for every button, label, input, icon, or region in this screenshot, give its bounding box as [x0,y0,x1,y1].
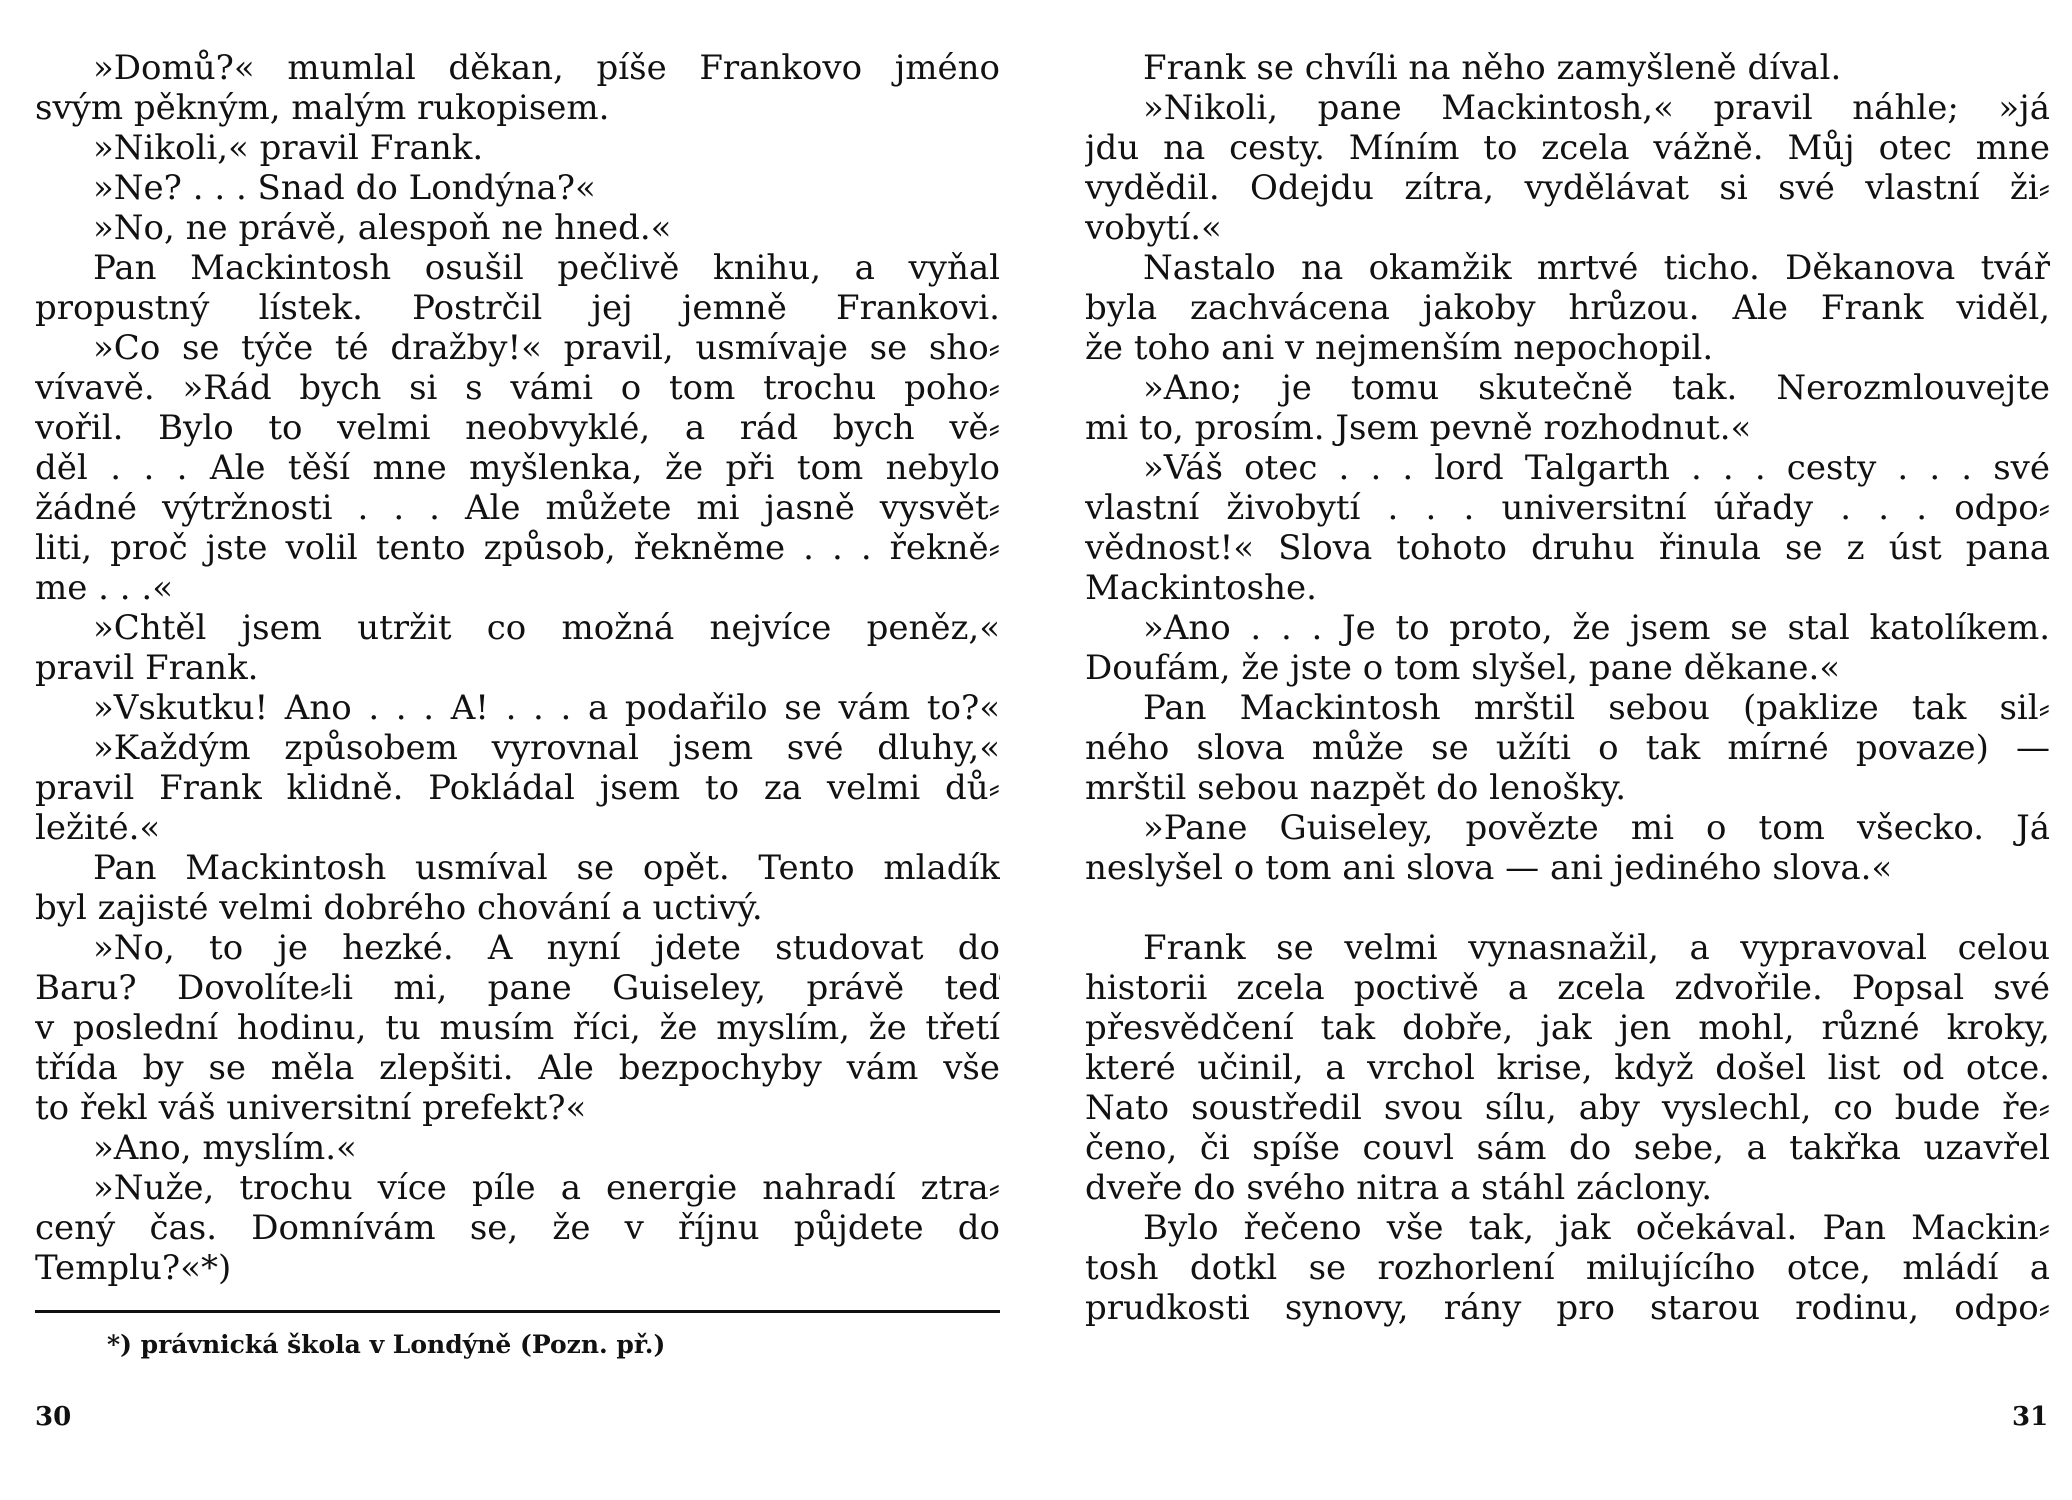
text-line: Pan Mackintosh osušil pečlivě knihu, a vyňal [93,248,1000,288]
text-line: děl . . . Ale těší mne myšlenka, že při tom nebylo [35,448,1000,488]
right-page-text [1085,48,2050,1328]
footnote-rule [35,1310,1000,1313]
text-line: »Každým způsobem vyrovnal jsem své dluhy,« [93,728,1000,768]
page-number-left: 30 [35,1402,72,1432]
text-line: propustný lístek. Postrčil jej jemně Frankovi. [35,288,1000,328]
text-line: »Ano; je tomu skutečně tak. Nerozmlouvejte [1143,368,2050,408]
text-line: jdu na cesty. Míním to zcela vážně. Můj otec mne [1085,128,2050,168]
text-line: Pan Mackintosh mrštil sebou (paklize tak sil⸗ [1143,688,2050,728]
text-line: byl zajisté velmi dobrého chování a uctivý. [35,888,763,928]
text-line: me . . .« [35,568,174,608]
text-line: čeno, či spíše couvl sám do sebe, a takřka uzavřel [1085,1128,2050,1168]
text-line: »No, ne právě, alespoň ne hned.« [93,208,672,248]
page-number-right: 31 [2012,1402,2049,1432]
text-line: mi to, prosím. Jsem pevně rozhodnut.« [1085,408,1752,448]
text-line: vydědil. Odejdu zítra, vydělávat si své vlastní ži⸗ [1085,168,2050,208]
text-line: vědnost!« Slova tohoto druhu řinula se z úst pana [1085,528,2050,568]
text-line: byla zachvácena jakoby hrůzou. Ale Frank viděl, [1085,288,2050,328]
text-line: vlastní živobytí . . . universitní úřady . . . odpo⸗ [1085,488,2050,528]
text-line: »Pane Guiseley, povězte mi o tom všecko. Já [1143,808,2050,848]
text-line: historii zcela poctivě a zcela zdvořile. Popsal své [1085,968,2050,1008]
text-line: Frank se chvíli na něho zamyšleně díval. [1143,48,1842,88]
text-line: ného slova může se užíti o tak mírné povaze) — [1085,728,2050,768]
text-line: ležité.« [35,808,161,848]
text-line: Pan Mackintosh usmíval se opět. Tento mladík [93,848,1000,888]
text-line: »Co se týče té dražby!« pravil, usmívaje se sho⸗ [93,328,1000,368]
text-line: žádné výtržnosti . . . Ale můžete mi jasně vysvět⸗ [35,488,1000,528]
text-line: třída by se měla zlepšiti. Ale bezpochyby vám vše [35,1048,1000,1088]
text-line: to řekl váš universitní prefekt?« [35,1088,587,1128]
text-line: Doufám, že jste o tom slyšel, pane děkane.« [1085,648,1841,688]
text-line: »Ano, myslím.« [93,1128,357,1168]
right-page [1085,48,2050,1328]
text-line: mrštil sebou nazpět do lenošky. [1085,768,1627,808]
text-line: Frank se velmi vynasnažil, a vypravoval celou [1143,928,2050,968]
text-line: »Ano . . . Je to proto, že jsem se stal katolíkem. [1143,608,2050,648]
text-line: které učinil, a vrchol krise, když došel list od otce. [1085,1048,2050,1088]
text-line: »Nikoli, pane Mackintosh,« pravil náhle; »já [1143,88,2050,128]
text-line: liti, proč jste volil tento způsob, řekněme . . . řekně⸗ [35,528,1000,568]
text-line: svým pěkným, malým rukopisem. [35,88,610,128]
text-line: vořil. Bylo to velmi neobvyklé, a rád bych vě⸗ [35,408,1000,448]
text-line: vívavě. »Rád bych si s vámi o tom trochu poho⸗ [35,368,1000,408]
text-line: Nato soustředil svou sílu, aby vyslechl, co bude ře⸗ [1085,1088,2050,1128]
text-line: prudkosti synovy, rány pro starou rodinu, odpo⸗ [1085,1288,2050,1328]
text-line: cený čas. Domnívám se, že v říjnu půjdete do [35,1208,1000,1248]
text-line: že toho ani v nejmenším nepochopil. [1085,328,1714,368]
text-line: vobytí.« [1085,208,1222,248]
text-line: pravil Frank klidně. Pokládal jsem to za velmi dů⸗ [35,768,1000,808]
text-line: pravil Frank. [35,648,259,688]
text-line: »Nuže, trochu více píle a energie nahradí ztra⸗ [93,1168,1000,1208]
text-line: »Vskutku! Ano . . . A! . . . a podařilo se vám to?« [93,688,1000,728]
text-line: Templu?«*) [35,1248,232,1288]
text-line: tosh dotkl se rozhorlení milujícího otce, mládí a [1085,1248,2050,1288]
text-line: v poslední hodinu, tu musím říci, že myslím, že třetí [35,1008,1000,1048]
left-page-text [35,48,1000,1288]
text-line: neslyšel o tom ani slova — ani jediného slova.« [1085,848,1893,888]
text-line: »Nikoli,« pravil Frank. [93,128,484,168]
text-line: Nastalo na okamžik mrtvé ticho. Děkanova tvář [1143,248,2050,288]
text-line: Bylo řečeno vše tak, jak očekával. Pan Mackin⸗ [1143,1208,2050,1248]
text-line: »Ne? . . . Snad do Londýna?« [93,168,596,208]
text-line: přesvědčení tak dobře, jak jen mohl, různé kroky, [1085,1008,2050,1048]
text-line [1085,888,2050,928]
text-line: »Váš otec . . . lord Talgarth . . . cesty . . . své [1143,448,2050,488]
text-line: Mackintoshe. [1085,568,1317,608]
left-page [35,48,1000,1359]
footnote: *) právnická škola v Londýně (Pozn. př.) [107,1330,666,1359]
text-line: dveře do svého nitra a stáhl záclony. [1085,1168,1713,1208]
text-line: Baru? Dovolíte⸗li mi, pane Guiseley, právě teď [35,968,1000,1008]
text-line: »Chtěl jsem utržit co možná nejvíce peněz,« [93,608,1000,648]
text-line: »Domů?« mumlal děkan, píše Frankovo jméno [93,48,1000,88]
text-line: »No, to je hezké. A nyní jdete studovat do [93,928,1000,968]
